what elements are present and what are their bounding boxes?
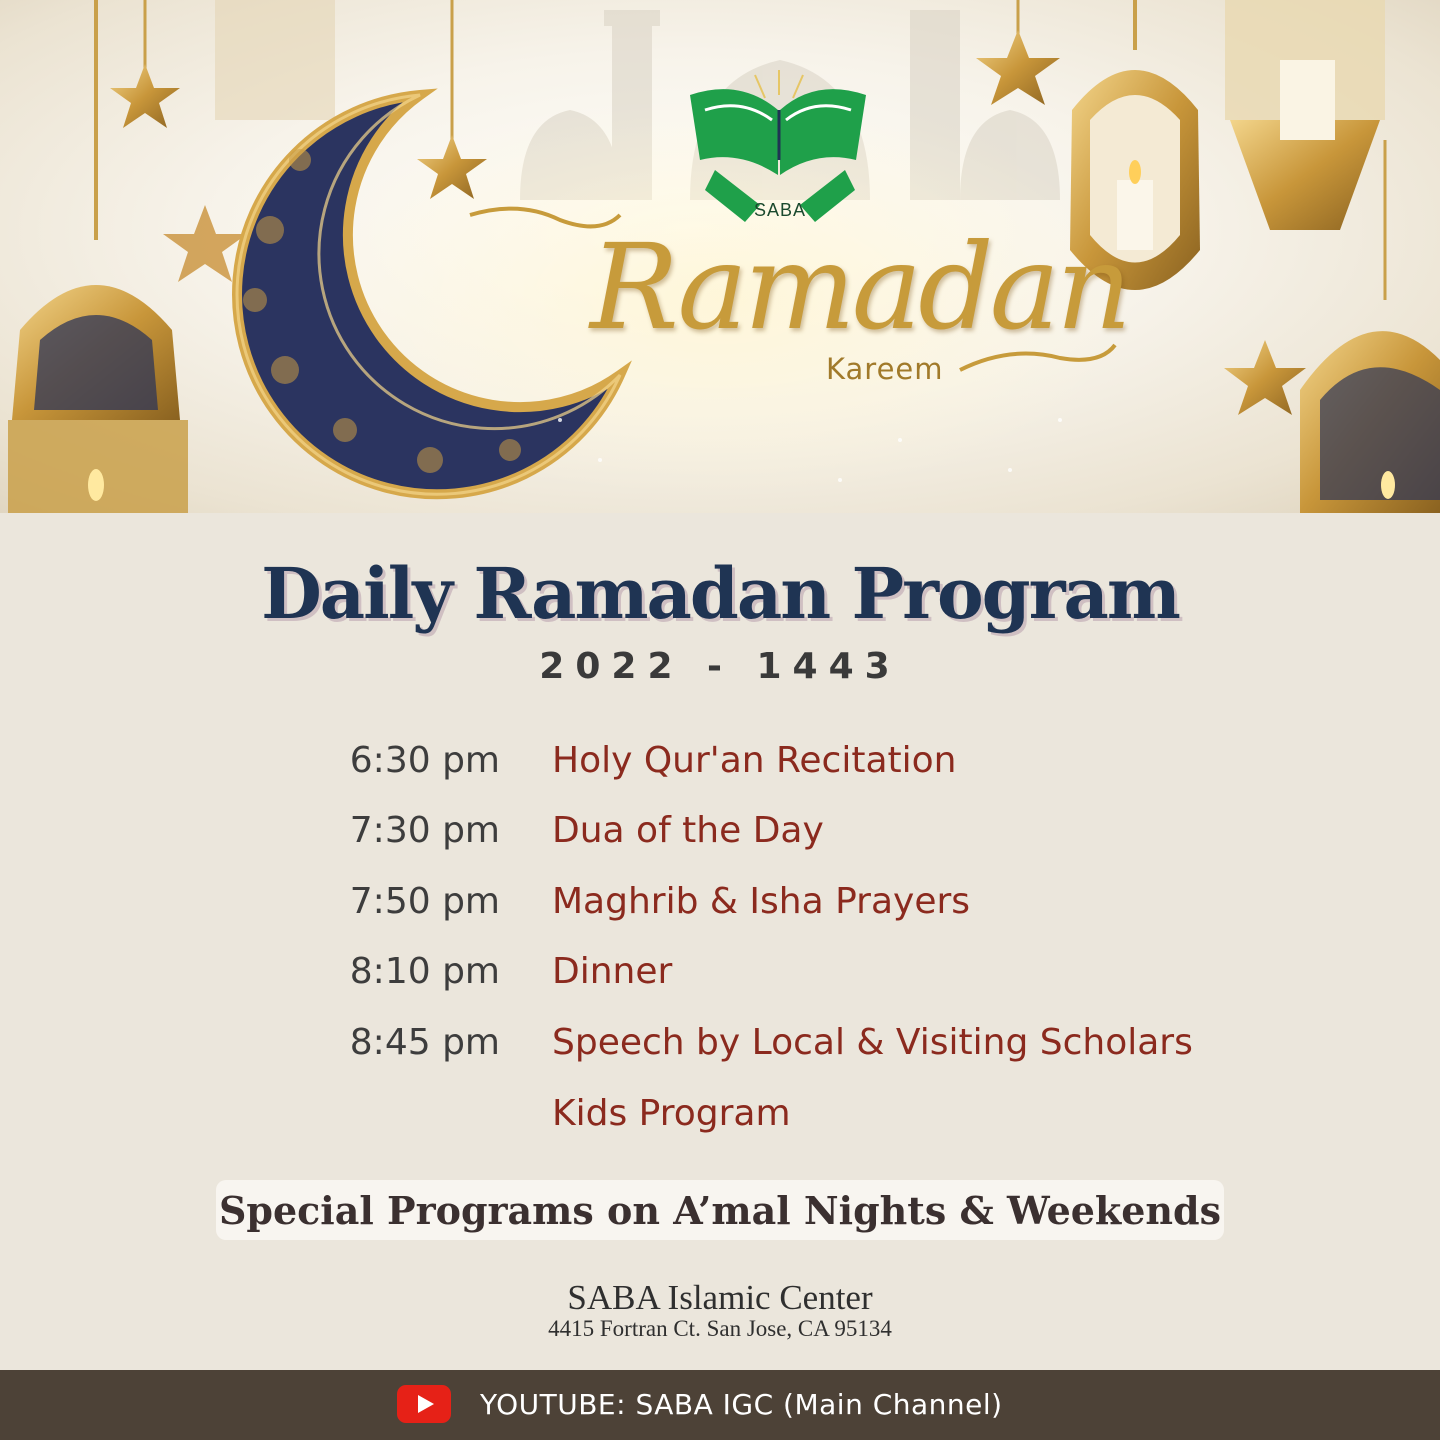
saba-logo-text: SABA bbox=[753, 200, 807, 220]
schedule-time: 8:10 pm bbox=[349, 951, 500, 992]
youtube-icon bbox=[397, 1385, 451, 1423]
ramadan-banner bbox=[0, 0, 1440, 513]
schedule-event: Holy Qur'an Recitation bbox=[552, 740, 957, 781]
special-programs-box bbox=[216, 1180, 1224, 1240]
ramadan-script-title: Ramadan bbox=[590, 218, 1129, 356]
center-address: 4415 Fortran Ct. San Jose, CA 95134 bbox=[548, 1316, 892, 1341]
schedule-row bbox=[0, 1022, 1440, 1082]
special-programs-text: Special Programs on A’mal Nights & Weekends bbox=[218, 1188, 1222, 1233]
schedule-time: 6:30 pm bbox=[349, 740, 500, 781]
schedule-event: Dua of the Day bbox=[552, 810, 824, 851]
schedule-time: 7:50 pm bbox=[349, 881, 500, 922]
program-title: Daily Ramadan Program bbox=[261, 552, 1179, 635]
schedule-row bbox=[0, 740, 1440, 800]
schedule-row bbox=[0, 1093, 1440, 1153]
star-ornament bbox=[1224, 340, 1306, 415]
schedule-time: 8:45 pm bbox=[349, 1022, 500, 1063]
schedule-event: Speech by Local & Visiting Scholars bbox=[552, 1022, 1193, 1063]
schedule-row bbox=[0, 881, 1440, 941]
footer-bar bbox=[0, 1370, 1440, 1440]
star-ornament bbox=[976, 30, 1060, 105]
schedule-event: Dinner bbox=[552, 951, 673, 992]
youtube-channel-link[interactable]: YOUTUBE: SABA IGC (Main Channel) bbox=[480, 1388, 1003, 1421]
kareem-subtitle: Kareem bbox=[826, 352, 944, 386]
program-year: 2022 - 1443 bbox=[539, 646, 901, 687]
schedule-event: Maghrib & Isha Prayers bbox=[552, 881, 971, 922]
star-ornament bbox=[110, 64, 180, 128]
schedule-row bbox=[0, 951, 1440, 1011]
schedule-row bbox=[0, 810, 1440, 870]
schedule-time: 7:30 pm bbox=[349, 810, 500, 851]
schedule-event: Kids Program bbox=[552, 1093, 791, 1134]
center-name: SABA Islamic Center bbox=[567, 1278, 873, 1317]
